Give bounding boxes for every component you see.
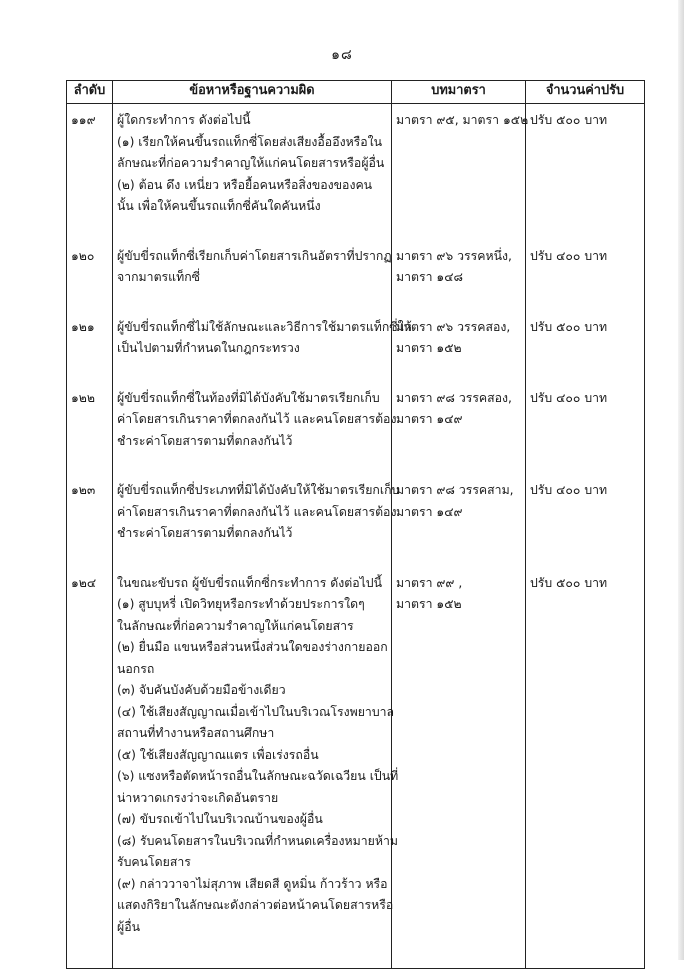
fine-amount: ปรับ ๕๐๐ บาท [530, 319, 608, 334]
table-header-row [67, 81, 645, 104]
offense-line: ผู้ขับขี่รถแท็กซี่ประเภทที่มิได้บังคับให้ใช้มาตรเรียกเก็บ [117, 483, 400, 497]
cell-fine [526, 452, 645, 545]
offense-line: (๖) แซงหรือตัดหน้ารถอื่นในลักษณะฉวัดเฉวียน เป็นที่ [117, 769, 399, 783]
table-row [67, 452, 645, 545]
header-no: ลำดับ [67, 81, 113, 104]
cell-fine [526, 289, 645, 360]
page-number: ๑๘ [331, 47, 353, 63]
cell-offense [113, 289, 412, 360]
section-line: มาตรา ๙๖ วรรคสอง, [396, 319, 511, 334]
offense-line: ในขณะขับรถ ผู้ขับขี่รถแท็กซี่กระทำการ ดังต่อไปนี้ [117, 575, 382, 590]
cell-fine [526, 218, 645, 289]
header-section: บทมาตรา [392, 81, 526, 104]
table-row [67, 104, 645, 218]
offense-line: ลักษณะที่ก่อความรำคาญให้แก่คนโดยสารหรือผู้อื่น [117, 156, 385, 170]
offense-line: (๗) ขับรถเข้าไปในบริเวณบ้านของผู้อื่น [117, 812, 323, 826]
section-line: มาตรา ๙๘ วรรคสอง, [396, 390, 512, 405]
cell-section [392, 545, 526, 969]
fine-amount: ปรับ ๕๐๐ บาท [530, 575, 608, 590]
section-line: มาตรา ๑๕๒ [396, 341, 462, 355]
section-line: มาตรา ๑๔๙ [396, 412, 463, 426]
table-row [67, 360, 645, 453]
fine-amount: ปรับ ๕๐๐ บาท [530, 113, 608, 127]
section-line: มาตรา ๙๘ วรรคสาม, [396, 483, 514, 497]
cell-offense [113, 452, 400, 545]
cell-offense [113, 104, 392, 218]
cell-no [67, 545, 113, 969]
cell-no [67, 104, 113, 218]
offense-line: นั้น เพื่อให้คนขึ้นรถแท็กซี่คันใดคันหนึ่ง [117, 199, 321, 213]
cell-section [392, 360, 526, 453]
offense-line: (๒) ต้อน ดึง เหนี่ยว หรือยื้อคนหรือสิ่งของของคน [117, 177, 373, 192]
section-line: มาตรา ๙๙ , [396, 575, 463, 590]
offense-line: (๑) สูบบุหรี่ เปิดวิทยุหรือกระทำด้วยประการใดๆ [117, 597, 365, 611]
fine-amount: ปรับ ๔๐๐ บาท [530, 483, 608, 497]
cell-no [67, 360, 113, 453]
cell-offense [113, 218, 392, 289]
offense-line: ผู้ขับขี่รถแท็กซี่ในท้องที่มิได้บังคับใช้มาตรเรียกเก็บ [117, 390, 380, 405]
offense-line: จากมาตรแท็กซี่ [117, 270, 200, 284]
row-number: ๑๒๒ [71, 390, 96, 405]
offense-line: (๑) เรียกให้คนขึ้นรถแท็กซี่โดยส่งเสียงอื้ออึงหรือใน [117, 134, 383, 149]
cell-section [392, 104, 529, 218]
cell-no [67, 218, 113, 289]
offense-line: ในลักษณะที่ก่อความรำคาญให้แก่คนโดยสาร [117, 618, 354, 633]
fine-amount: ปรับ ๔๐๐ บาท [530, 390, 608, 405]
offense-line: ชำระค่าโดยสารตามที่ตกลงกันไว้ [117, 526, 293, 540]
row-number: ๑๑๙ [71, 113, 96, 127]
offense-line: ผู้ขับขี่รถแท็กซี่เรียกเก็บค่าโดยสารเกินอัตราที่ปรากฏ [117, 248, 392, 263]
offense-line: (๙) กล่าววาจาไม่สุภาพ เสียดสี ดูหมิ่น ก้าวร้าว หรือ [117, 876, 388, 891]
offense-line: สถานที่ทำงานหรือสถานศึกษา [117, 726, 275, 740]
offense-line: นอกรถ [117, 661, 155, 676]
offense-line: เป็นไปตามที่กำหนดในกฎกระทรวง [117, 341, 300, 355]
table-row [67, 545, 645, 969]
cell-section [392, 218, 526, 289]
cell-fine [526, 545, 645, 969]
cell-fine [526, 104, 645, 218]
offense-line: (๒) ยื่นมือ แขนหรือส่วนหนึ่งส่วนใดของร่างกายออก [117, 640, 388, 654]
section-line: มาตรา ๑๕๒ [396, 597, 462, 611]
offense-line: ค่าโดยสารเกินราคาที่ตกลงกันไว้ และคนโดยสารต้อง [117, 504, 397, 519]
row-number: ๑๒๑ [71, 319, 95, 334]
offense-line: (๘) รับคนโดยสารในบริเวณที่กำหนดเครื่องหมายห้าม [117, 833, 398, 848]
cell-section [392, 289, 526, 360]
cell-offense [113, 545, 399, 969]
fines-table [66, 80, 645, 969]
offense-line: รับคนโดยสาร [117, 855, 191, 869]
cell-section [392, 452, 526, 545]
row-number: ๑๒๐ [71, 248, 95, 263]
header-offense: ข้อหาหรือฐานความผิด [113, 81, 392, 104]
row-number: ๑๒๓ [71, 483, 96, 497]
table-body [67, 104, 645, 969]
offense-line: แสดงกิริยาในลักษณะดังกล่าวต่อหน้าคนโดยสารหรือ [117, 898, 394, 912]
header-fine: จำนวนค่าปรับ [526, 81, 645, 104]
offense-line: ผู้ขับขี่รถแท็กซี่ไม่ใช้ลักษณะและวิธีการใช้มาตรแท็กซี่ให้ [117, 319, 412, 334]
cell-no [67, 289, 113, 360]
table-row [67, 289, 645, 360]
offense-line: (๔) ใช้เสียงสัญญาณเมื่อเข้าไปในบริเวณโรงพยาบาล [117, 704, 395, 719]
section-line: มาตรา ๑๔๘ [396, 270, 464, 284]
offense-line: น่าหวาดเกรงว่าจะเกิดอันตราย [117, 790, 279, 805]
cell-fine [526, 360, 645, 453]
offense-line: ค่าโดยสารเกินราคาที่ตกลงกันไว้ และคนโดยสารต้อง [117, 412, 397, 426]
offense-line: ชำระค่าโดยสารตามที่ตกลงกันไว้ [117, 433, 293, 448]
page-edge-shadow [678, 0, 684, 960]
offense-line: (๓) จับคันบังคับด้วยมือข้างเดียว [117, 683, 286, 697]
cell-offense [113, 360, 397, 453]
section-line: มาตรา ๙๕, มาตรา ๑๕๒ [396, 113, 529, 127]
offense-line: ผู้ใดกระทำการ ดังต่อไปนี้ [117, 113, 251, 127]
cell-no [67, 452, 113, 545]
table-row [67, 218, 645, 289]
row-number: ๑๒๔ [71, 575, 97, 590]
section-line: มาตรา ๙๖ วรรคหนึ่ง, [396, 248, 512, 263]
fine-amount: ปรับ ๔๐๐ บาท [530, 248, 608, 263]
offense-line: (๕) ใช้เสียงสัญญาณแตร เพื่อเร่งรถอื่น [117, 747, 319, 762]
section-line: มาตรา ๑๔๙ [396, 504, 463, 519]
offense-line: ผู้อื่น [117, 919, 140, 934]
